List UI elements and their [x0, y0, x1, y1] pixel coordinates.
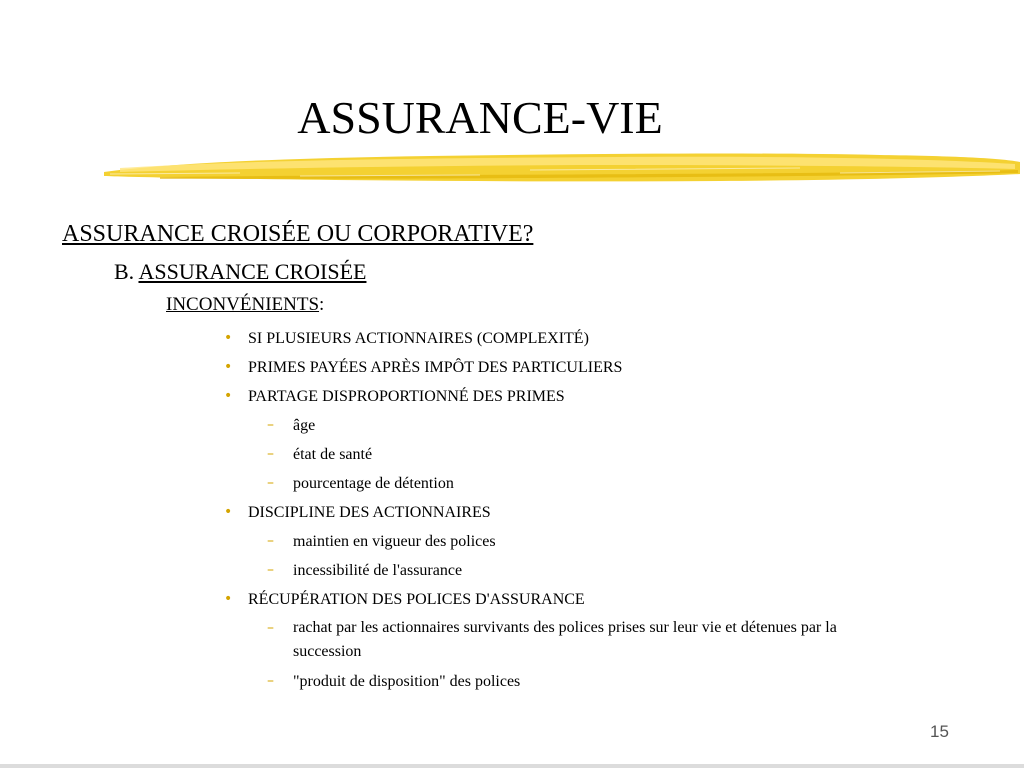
- dash-icon: –: [267, 417, 274, 433]
- bullet-text: RÉCUPÉRATION DES POLICES D'ASSURANCE: [248, 591, 585, 608]
- sub-text: "produit de disposition" des polices: [293, 673, 521, 690]
- inconvenients-heading: [166, 292, 324, 318]
- sub-text: rachat par les actionnaires survivants des polices prises sur leur vie et détenues par la succession: [293, 619, 837, 660]
- dash-icon: –: [267, 533, 274, 549]
- slide-title: ASSURANCE-VIE: [297, 92, 663, 143]
- bullet-item: [220, 353, 900, 382]
- bullet-item: [220, 382, 900, 498]
- sub-item: [220, 440, 900, 469]
- subsection-letter: B.: [114, 259, 135, 284]
- bullet-item: [220, 585, 900, 696]
- sub-item: [220, 527, 900, 556]
- inconvenients-colon: :: [319, 294, 325, 315]
- bullet-dot-icon: •: [224, 591, 233, 607]
- dash-icon: –: [267, 475, 274, 491]
- bullet-dot-icon: •: [224, 330, 233, 346]
- inconvenients-title: INCONVÉNIENTS: [166, 294, 320, 315]
- bullet-text: PRIMES PAYÉES APRÈS IMPÔT DES PARTICULIERS: [248, 359, 623, 376]
- sub-item: [220, 411, 900, 440]
- bullet-list: [220, 324, 900, 696]
- bullet-dot-icon: •: [224, 359, 233, 375]
- bullet-text: SI PLUSIEURS ACTIONNAIRES (COMPLEXITÉ): [248, 330, 589, 347]
- sub-item: [220, 667, 900, 696]
- subsection-title: ASSURANCE CROISÉE: [138, 259, 367, 284]
- yellow-brush-stroke-icon: [100, 146, 1024, 188]
- bullet-dot-icon: •: [224, 504, 233, 520]
- sub-list: [248, 527, 900, 585]
- sub-text: incessibilité de l'assurance: [293, 562, 463, 579]
- sub-list: [248, 411, 900, 498]
- bullet-text: DISCIPLINE DES ACTIONNAIRES: [248, 504, 491, 521]
- dash-icon: –: [267, 620, 274, 636]
- sub-item: [220, 614, 893, 667]
- sub-list: [248, 614, 900, 696]
- dash-icon: –: [267, 673, 274, 689]
- bullet-item: [220, 498, 900, 585]
- bottom-divider: [0, 764, 1024, 768]
- section-heading: ASSURANCE CROISÉE OU CORPORATIVE?: [62, 221, 534, 247]
- dash-icon: –: [267, 562, 274, 578]
- dash-icon: –: [267, 446, 274, 462]
- bullet-item: [220, 324, 900, 353]
- sub-text: maintien en vigueur des polices: [293, 533, 496, 550]
- bullet-dot-icon: •: [224, 388, 233, 404]
- sub-item: [220, 556, 900, 585]
- subsection-heading: [114, 257, 366, 287]
- sub-item: [220, 469, 900, 498]
- sub-text: état de santé: [293, 446, 373, 463]
- page-number: 15: [930, 722, 949, 741]
- sub-text: âge: [293, 417, 316, 434]
- bullet-text: PARTAGE DISPROPORTIONNÉ DES PRIMES: [248, 388, 565, 405]
- sub-text: pourcentage de détention: [293, 475, 454, 492]
